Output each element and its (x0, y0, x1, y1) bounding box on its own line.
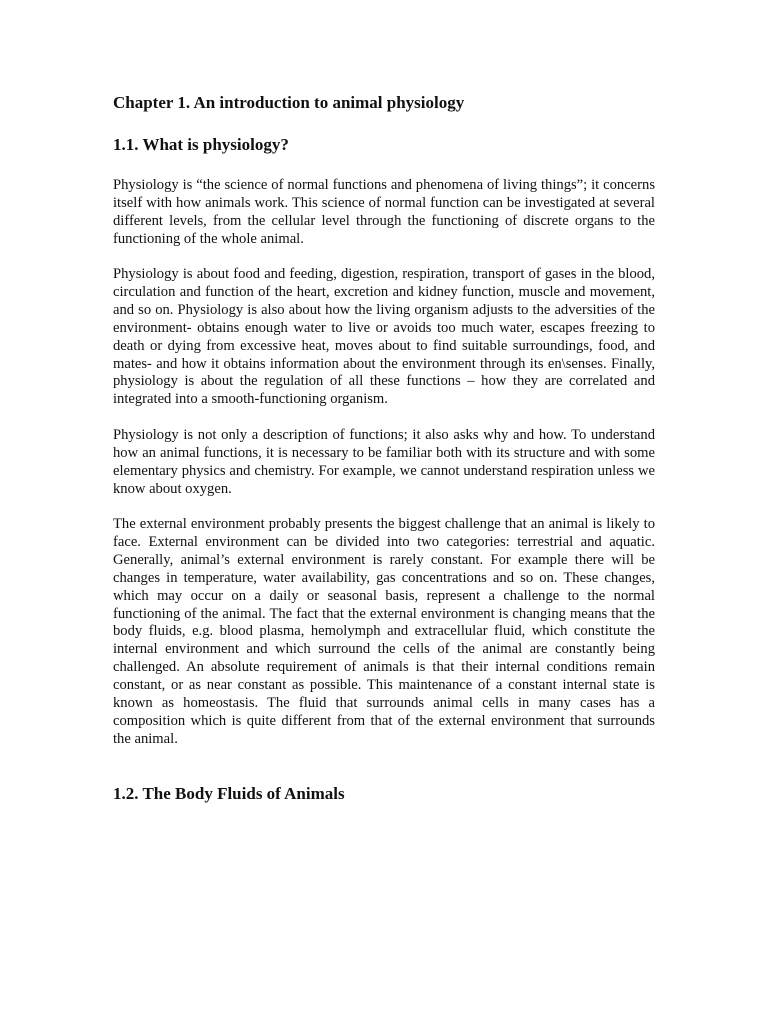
chapter-title: Chapter 1. An introduction to animal physiology (113, 93, 465, 112)
paragraph-why-and-how: Physiology is not only a description of functions; it also asks why and how. To understand how an animal functions, it is necessary to be familiar both with its structure and with some elementary physics and chemistry. For example, we cannot understand respiration unless we know about oxygen. (113, 427, 655, 497)
section-heading-what-is-physiology: 1.1. What is physiology? (113, 135, 289, 154)
paragraph-scope: Physiology is about food and feeding, digestion, respiration, transport of gases in the blood, circulation and function of the heart, excretion and kidney function, muscle and movement, and so on. Physiology is also about how the living organism adjusts to the adversities of the environment- obtains enough water to live or avoids too much water, escapes freezing to death or dying from excessive heat, moves about to find suitable surroundings, food, and mates- and how it obtains information about the environment through its en\senses. Finally, physiology is about the regulation of all these functions – how they are correlated and integrated into a smooth-functioning organism. (113, 266, 655, 408)
section-heading-body-fluids: 1.2. The Body Fluids of Animals (113, 784, 345, 803)
paragraph-definition: Physiology is “the science of normal functions and phenomena of living things”; it concerns itself with how animals work. This science of normal function can be investigated at several different levels, from the cellular level through the functioning of discrete organs to the functioning of the whole animal. (113, 177, 655, 247)
paragraph-external-environment: The external environment probably presents the biggest challenge that an animal is likely to face. External environment can be divided into two categories: terrestrial and aquatic. Generally, animal’s external environment is rarely constant. For example there will be changes in temperature, water availability, gas concentrations and so on. These changes, which may occur on a daily or seasonal basis, represent a challenge to the normal functioning of the animal. The fact that the external environment is changing means that the body fluids, e.g. blood plasma, hemolymph and extracellular fluid, which constitute the internal environment and which surround the cells of the animal are constantly being challenged. An absolute requirement of animals is that their internal conditions remain constant, or as near constant as possible. This maintenance of a constant internal state is known as homeostasis. The fluid that surrounds animal cells in many cases has a composition which is quite different from that of the external environment that surrounds the animal. (113, 516, 655, 747)
